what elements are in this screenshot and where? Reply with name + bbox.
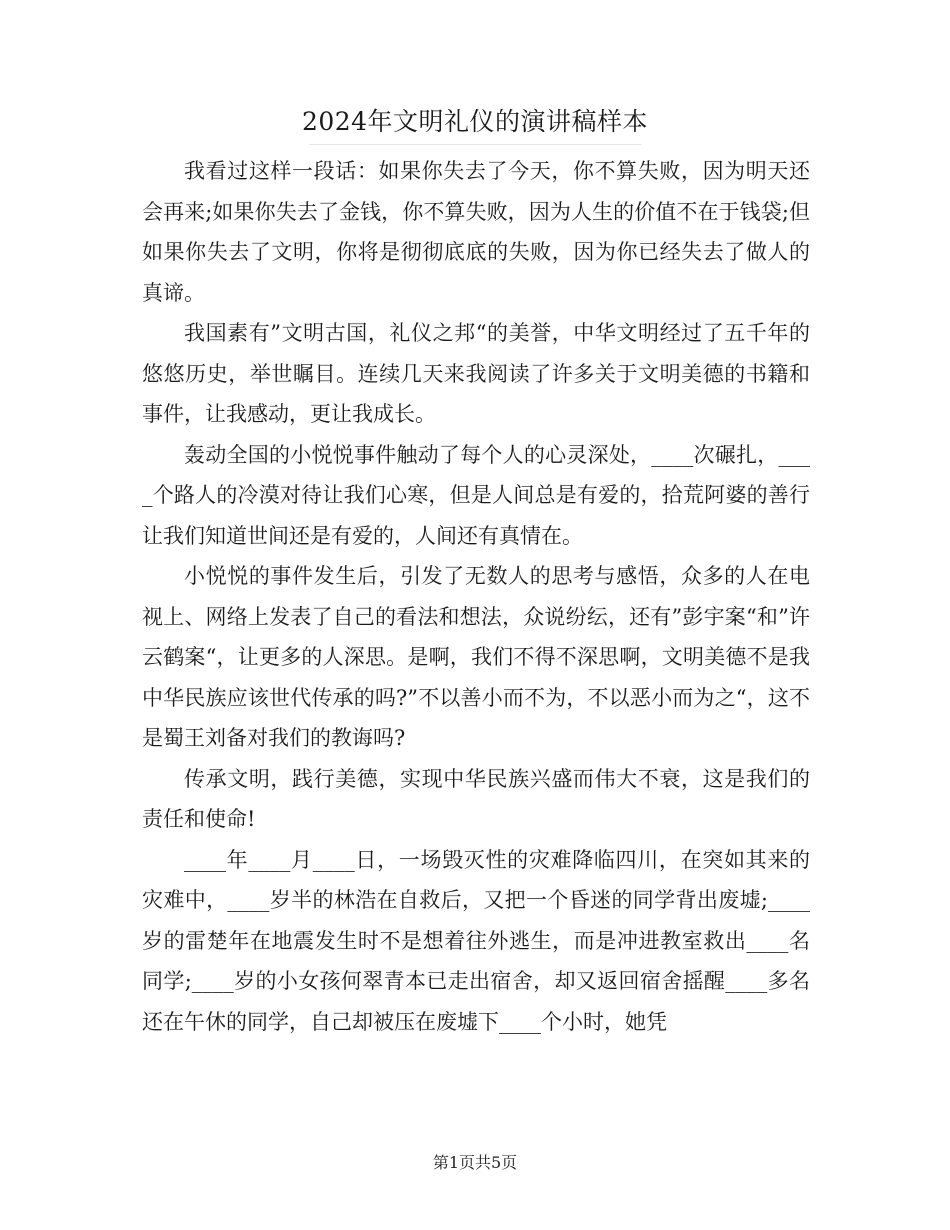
paragraph-3: 轰动全国的小悦悦事件触动了每个人的心灵深处，____次碾扎，____个路人的冷漠对待让我们心寒，但是人间总是有爱的，拾荒阿婆的善行让我们知道世间还是有爱的，人间还有真情在。 bbox=[142, 442, 810, 548]
paragraph-6: ____年____月____日，一场毁灭性的灾难降临四川，在突如其来的灾难中，____岁半的林浩在自救后，又把一个昏迷的同学背出废墟;____岁的雷楚年在地震发生时不是想着往外逃生，而是冲进教室救出____名同学;____岁的小女孩何翠青本已走出宿舍，却又返回宿舍摇醒____多名还在午休的同学，自己却被压在废墟下____个小时，她凭 bbox=[142, 847, 810, 1034]
paragraph-4: 小悦悦的事件发生后，引发了无数人的思考与感悟，众多的人在电视上、网络上发表了自己的看法和想法，众说纷纭，还有”彭宇案“和”许云鹤案“，让更多的人深思。是啊，我们不得不深思啊，文明美德不是我中华民族应该世代传承的吗?”不以善小而不为，不以恶小而为之“，这不是蜀王刘备对我们的教诲吗? bbox=[142, 564, 810, 750]
document-body bbox=[142, 151, 810, 1042]
paragraph-2: 我国素有”文明古国，礼仪之邦“的美誉，中华文明经过了五千年的悠悠历史，举世瞩目。连续几天来我阅读了许多关于文明美德的书籍和事件，让我感动，更让我成长。 bbox=[142, 321, 810, 426]
title-underline bbox=[309, 144, 641, 145]
page-number-footer: 第1页共5页 bbox=[432, 1153, 518, 1172]
paragraph-1: 我看过这样一段话：如果你失去了今天，你不算失败，因为明天还会再来;如果你失去了金钱，你不算失败，因为人生的价值不在于钱袋;但如果你失去了文明，你将是彻彻底底的失败，因为你已经失去了做人的真谛。 bbox=[142, 159, 810, 305]
document-title: 2024年文明礼仪的演讲稿样本 bbox=[301, 107, 649, 136]
paragraph-5: 传承文明，践行美德，实现中华民族兴盛而伟大不衰，这是我们的责任和使命! bbox=[142, 766, 810, 831]
